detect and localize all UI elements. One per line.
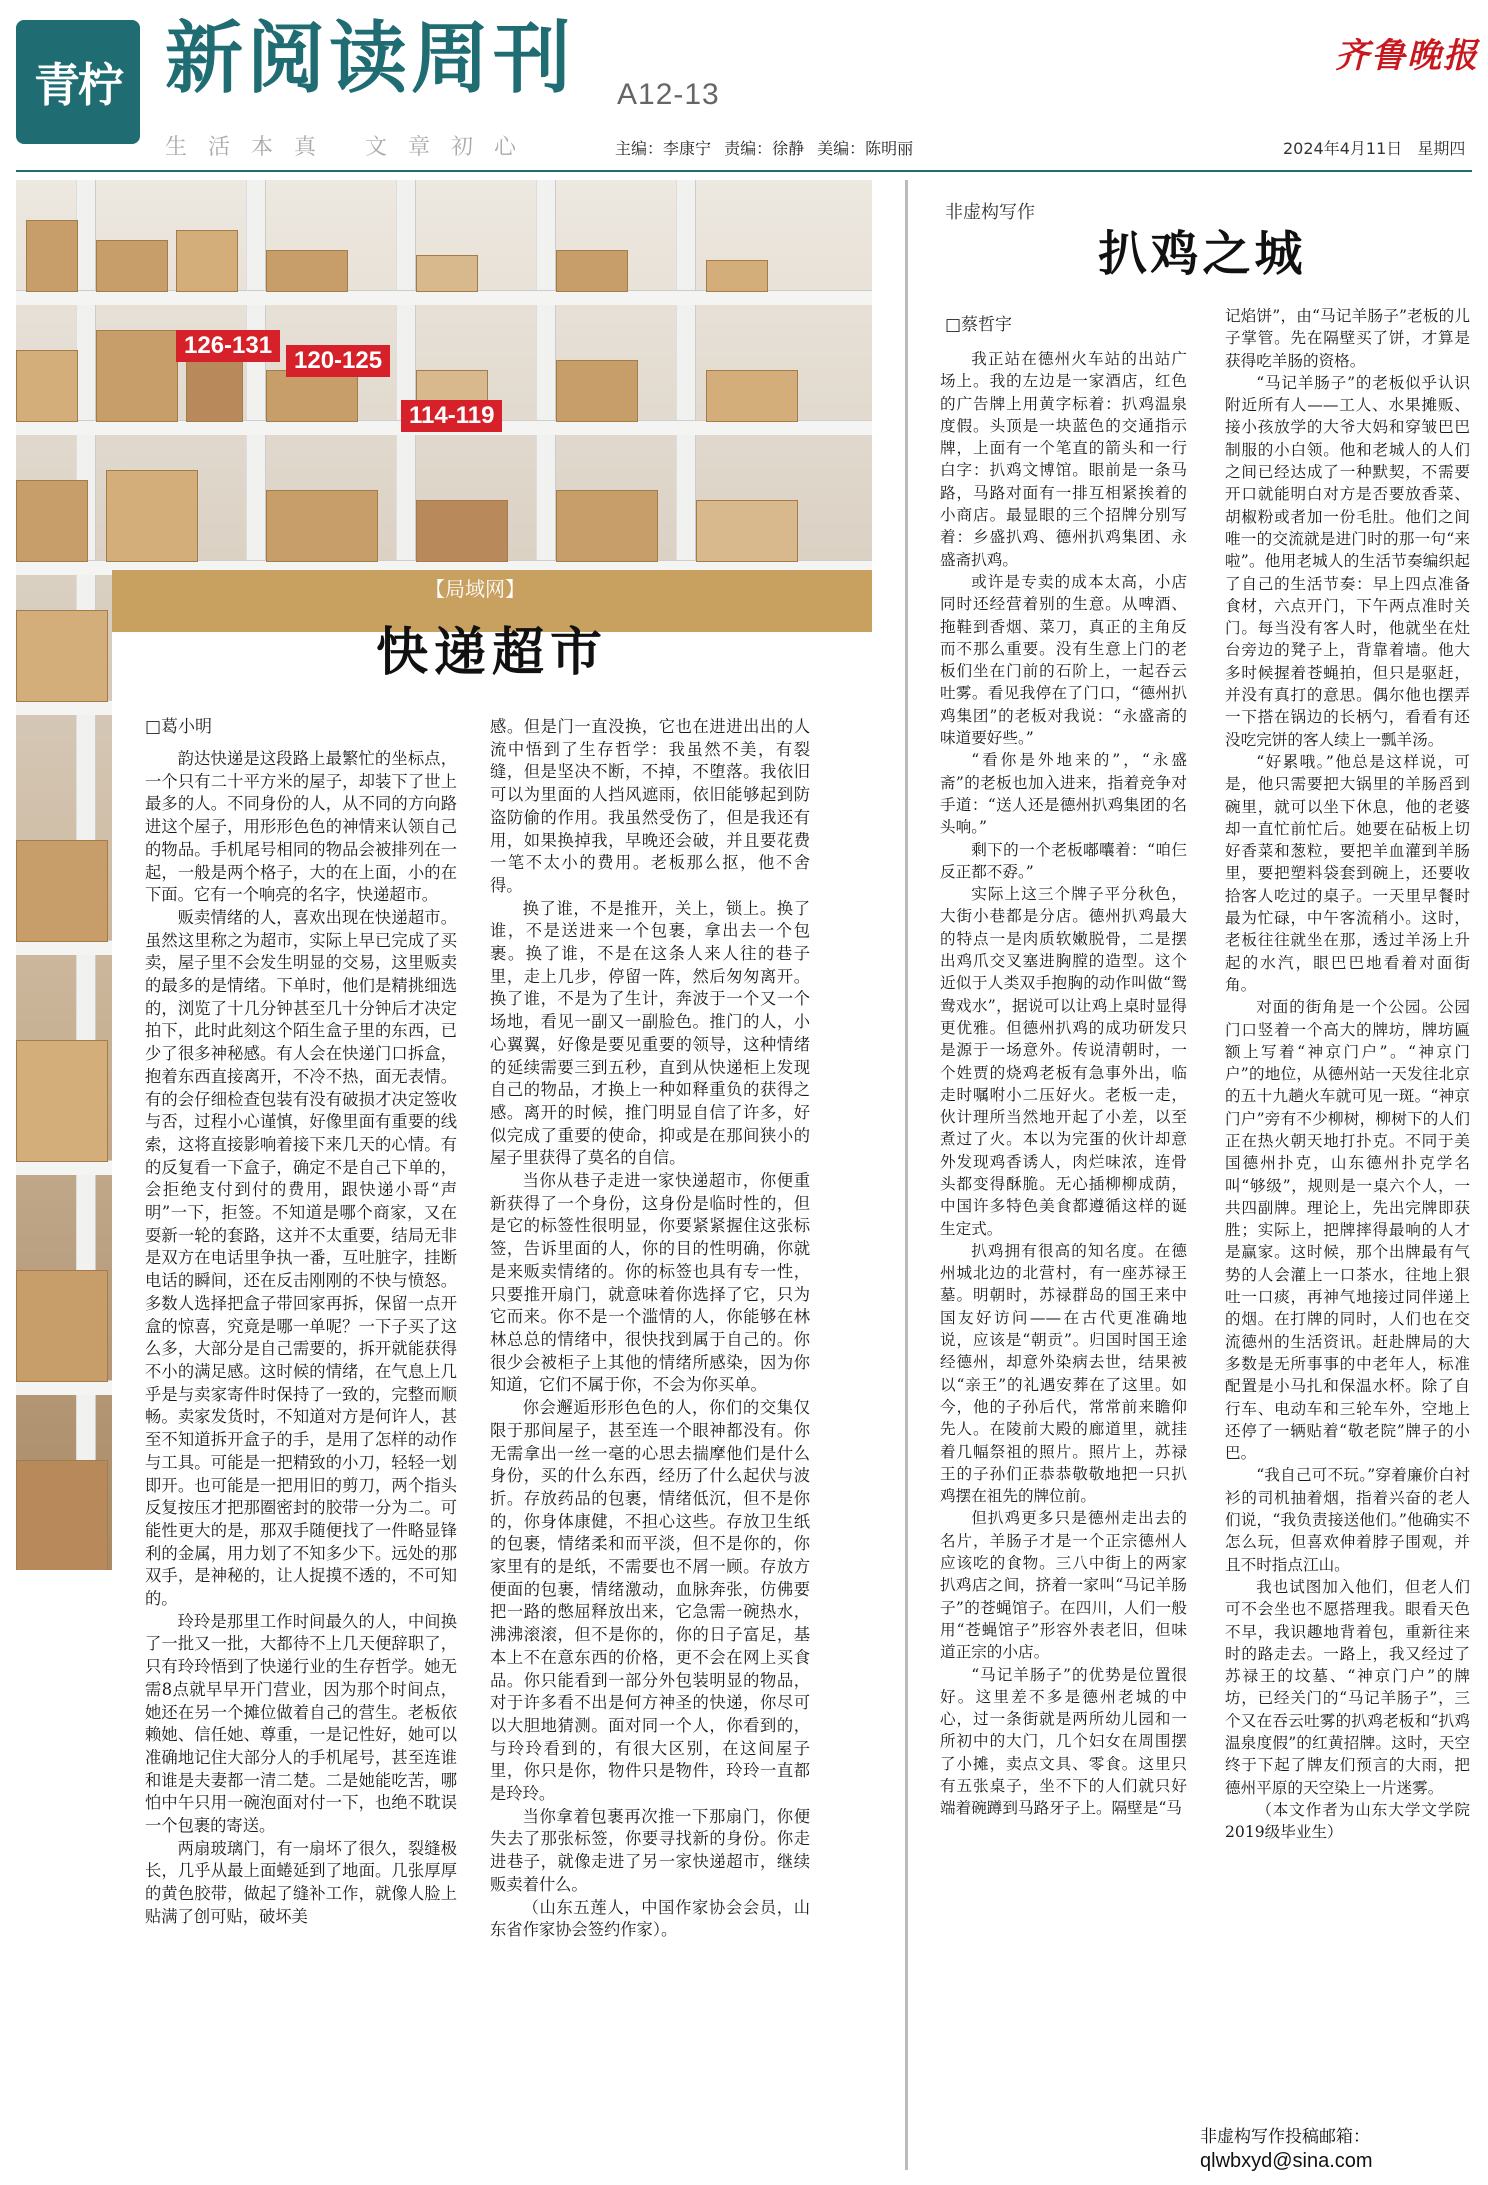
article-title: 扒鸡之城 — [1098, 226, 1307, 282]
paragraph: “马记羊肠子”的优势是位置很好。这里差不多是德州老城的中心，过一条街就是两所幼儿园和一所初中的大门，几个妇女在周围摆了小摊，卖点文具、零食。这里只有五张桌子，坐不下的人们就只好端着碗蹲到马路牙子上。隔壁是“马 — [940, 1665, 1187, 1818]
paragraph: 当你从巷子走进一家快递超市，你便重新获得了一个身份，这身份是临时性的，但是它的标签性很明显，你要紧紧握住这张标签，告诉里面的人，你的目的性明确，你就是来贩卖情绪的。你的标签也具有专一性，只要推开扇门，就意味着你选择了它，只为它而来。你不是一个滥情的人，你能够在林林总总的情绪中，很快找到属于自己的。你很少会被柜子上其他的情绪所感染，因为你知道，它们不属于你，不会为你买单。 — [490, 1171, 810, 1395]
article-title: 快递超市 — [375, 622, 608, 683]
paragraph: 但扒鸡更多只是德州走出去的名片，羊肠子才是一个正宗德州人应该吃的食物。三八中街上的两家扒鸡店之间，挤着一家叫“马记羊肠子”的苍蝇馆子。在四川，人们一般用“苍蝇馆子”形容外表老旧，但味道正宗的小店。 — [940, 1509, 1187, 1662]
paragraph: 你会邂逅形形色色的人，你们的交集仅限于那间屋子，甚至连一个眼神都没有。你无需拿出一丝一毫的心思去揣摩他们是什么身份，买的什么东西，经历了什么起伏与波折。存放药品的包裹，情绪低沉，但不是你的，你身体康健，不担心这些。存放卫生纸的包裹，情绪柔和而平淡，但不是你的，你家里有的是纸，不需要也不屑一顾。存放方便面的包裹，情绪激动，血脉奔张，仿佛要把一路的憋屈释放出来，它急需一碗热水，沸沸滚滚，但不是你的，你的日子富足，基本上不在意东西的价格，更不会在网上买食品。你只能看到一部分外包装明显的物品，对于许多看不出是何方神圣的快递，你尽可以大胆地猜测。面对同一个人，你看到的，与玲玲看到的，有很大区别，在这间屋子里，你只是你，物件只是物件，玲玲一直都是玲玲。 — [490, 1398, 810, 1804]
paragraph: 我也试图加入他们，但老人们可不会坐也不愿搭理我。眼看天色不早，我识趣地背着包，重新往来时的路走去。一路上，我又经过了苏禄王的坟墓、“神京门户”的牌坊，已经关门的“马记羊肠子”，三个又在吞云吐雾的扒鸡老板和“扒鸡温泉度假”的红黄招牌。这时，天空终于下起了牌友们预言的大雨，把德州平原的天空染上一片迷雾。 — [1225, 1577, 1470, 1797]
paragraph: 对面的街角是一个公园。公园门口竖着一个高大的牌坊，牌坊匾额上写着“神京门户”。“神京门户”的地位，从德州站一天发往北京的五十九趟火车就可见一斑。“神京门户”旁有不少柳树，柳树下的人们正在热火朝天地打扑克。不同于美国德州扑克，山东德州扑克学名叫“够级”，规则是一桌六个人，一共四副牌。理论上，先出完牌即获胜；实际上，把牌摔得最响的人才是赢家。这时候，那个出牌最有气势的人会灌上一口茶水，往地上狠吐一口痰，再神气地接过同伴递上的烟。在打牌的同时，人们也在交流德州的生活资讯。赶赴牌局的大多数是无所事事的中老年人，标准配置是小马扎和保温水杯。除了自行车、电动车和三轮车外，空地上还停了一辆贴着“敬老院”牌子的小巴。 — [1225, 998, 1470, 1463]
paragraph: 韵达快递是这段路上最繁忙的坐标点，一个只有二十平方米的屋子，却装下了世上最多的人。不同身份的人，从不同的方向路进这个屋子，用形形色色的神情来认领自己的物品。手机尾号相同的物品会被排列在一起，一般是两个格子，大的在上面，小的在下面。它有一个响亮的名字，快递超市。 — [145, 749, 457, 905]
page-number: A12-13 — [617, 78, 720, 111]
paragraph: 玲玲是那里工作时间最久的人，中间换了一批又一批，大都待不上几天便辞职了，只有玲玲悟到了快递行业的生存哲学。她无需8点就早早开门营业，因为那个时间点，她还在另一个摊位做着自己的营生。老板依赖她、信任她、尊重，一是记性好，她可以准确地记住大部分人的手机尾号，甚至连谁和谁是夫妻都一清二楚。二是她能吃苦，哪怕中午只用一碗泡面对付一下，也绝不耽误一个包裹的寄送。 — [145, 1611, 457, 1836]
slogan: 生活本真 文章初心 — [165, 135, 537, 160]
paragraph: “好累哦。”他总是这样说，可是，他只需要把大锅里的羊肠舀到碗里，就可以坐下休息，他的老婆却一直忙前忙后。她要在砧板上切好香菜和葱粒，要把羊血灌到羊肠里，要把塑料袋套到碗上，还要收拾客人吃过的桌子。一天里早餐时最为忙碌，中午客流稍小。这时，老板往往就坐在那，透过羊汤上升起的水汽，眼巴巴地看着对面街角。 — [1225, 752, 1470, 994]
paragraph: 我正站在德州火车站的出站广场上。我的左边是一家酒店，红色的广告牌上用黄字标着：扒鸡温泉度假。头顶是一块蓝色的交通指示牌，上面有一个笔直的箭头和一行白字：扒鸡文博馆。眼前是一条马路，马路对面有一排互相紧挨着的小商店。最显眼的三个招牌分别写着：乡盛扒鸡、德州扒鸡集团、永盛斋扒鸡。 — [940, 350, 1187, 569]
paragraph: 或许是专卖的成本太高，小店同时还经营着别的生意。从啤酒、拖鞋到香烟、菜刀，真正的主角反而不那么重要。没有生意上门的老板们坐在门前的石阶上，一起吞云吐雾。看见我停在了门口，“德州扒鸡集团”的老板对我说：“永盛斋的味道要好些。” — [940, 572, 1187, 748]
article-column — [1225, 305, 1470, 1843]
paragraph: 换了谁，不是推开，关上，锁上。换了谁，不是送进来一个包裹，拿出去一个包裹。换了谁，不是在这条人来人往的巷子里，走上几步，停留一阵，然后匆匆离开。换了谁，不是为了生计，奔波于一个又一个场地，看见一副又一副脸色。推门的人，小心翼翼，好像是要见重要的领导，这种情绪的延续需要三到五秒，直到从快递柜上发现自己的物品，才换上一种如释重负的获得之感。离开的时候，推门明显自信了许多，好似完成了重要的使命，抑或是在那间狭小的屋子里获得了莫名的自信。 — [490, 898, 810, 1168]
article-author: □蔡哲宇 — [945, 315, 1013, 335]
publication-logo — [16, 20, 140, 144]
editor-credits: 主编：李康宁 责编：徐静 美编：陈明丽 — [615, 139, 914, 158]
column-label: 非虚构写作 — [945, 202, 1035, 223]
paragraph: 当你拿着包裹再次推一下那扇门，你便失去了那张标签，你要寻找新的身份。你走进巷子，就像走进了另一家快递超市，继续贩卖着什么。 — [490, 1806, 810, 1894]
paragraph: “我自己可不玩。”穿着廉价白衬衫的司机抽着烟，指着兴奋的老人们说，“我负责接送他们。”他确实不怎么玩，但喜欢伸着脖子围观，并且不时指点江山。 — [1225, 1466, 1470, 1574]
paragraph: “看你是外地来的”，“永盛斋”的老板也加入进来，指着竞争对手道：“送人还是德州扒鸡集团的名头响。” — [940, 751, 1187, 837]
author-bio: （山东五莲人，中国作家协会会员，山东省作家协会签约作家）。 — [490, 1897, 810, 1940]
paragraph: 记焰饼”，由“马记羊肠子”老板的儿子掌管。先在隔壁买了饼，才算是获得吃羊肠的资格。 — [1225, 307, 1470, 370]
shelf-tag: 120-125 — [286, 345, 390, 377]
article-column — [145, 748, 457, 1929]
author-bio: （本文作者为山东大学文学院2019级毕业生） — [1225, 1800, 1470, 1842]
article-author: □葛小明 — [145, 717, 213, 737]
article-column — [490, 716, 810, 1942]
paragraph: 扒鸡拥有很高的知名度。在德州城北边的北营村，有一座苏禄王墓。明朝时，苏禄群岛的国王来中国友好访问——在古代更准确地说，应该是“朝贡”。归国时国王途经德州，却意外染病去世，结果被以“亲王”的礼遇安葬在了这里。如今，他的子孙后代，常常前来瞻仰先人。在陵前大殿的廊道里，就挂着几幅祭祖的照片。照片上，苏禄王的子孙们正恭恭敬敬地把一只扒鸡摆在祖先的牌位前。 — [940, 1241, 1187, 1506]
header-rule — [16, 170, 1472, 172]
paragraph: 感。但是门一直没换，它也在进进出出的人流中悟到了生存哲学：我虽然不美，有裂缝，但是坚决不断，不掉，不堕落。我依旧可以为里面的人挡风遮雨，依旧能够起到防盗防偷的作用。我虽然受伤了，但是我还有用，如果换掉我，早晚还会破，并且要花费一笔不太小的费用。老板那么抠，他不舍得。 — [490, 717, 810, 895]
article-column — [940, 348, 1187, 1820]
paragraph: 两扇玻璃门，有一扇坏了很久，裂缝极长，几乎从最上面蜷延到了地面。几张厚厚的黄色胶带，做起了缝补工作，就像人脸上贴满了创可贴，破坏美 — [145, 1838, 457, 1926]
paragraph: “马记羊肠子”的老板似乎认识附近所有人——工人、水果摊贩、接小孩放学的大爷大妈和穿皱巴巴制服的小白领。他和老城人的人们之间已经达成了一种默契，不需要开口就能明白对方是否要放香菜、胡椒粉或者加一份毛肚。他们之间唯一的交流就是进门时的那一句“来啦”。他用老城人的生活节奏编织起了自己的生活节奏：早上四点准备食材，六点开门，下午两点准时关门。每当没有客人时，他就坐在灶台旁边的凳子上，背靠着墙。他大多时候握着苍蝇拍，但只是驱赶，并没有真打的意思。偶尔他也摆弄一下搭在锅边的长柄勺，看看有还没吃完饼的客人续上一瓢羊汤。 — [1225, 373, 1470, 749]
submission-label: 非虚构写作投稿邮箱： — [1200, 2127, 1370, 2147]
shelf-tag: 114-119 — [401, 400, 502, 432]
newspaper-name: 齐鲁晚报 — [1335, 36, 1479, 76]
issue-date: 2024年4月11日 星期四 — [1283, 139, 1466, 158]
logo-text: 青柠 — [34, 58, 122, 112]
paragraph: 实际上这三个牌子平分秋色，大街小巷都是分店。德州扒鸡最大的特点一是肉质软嫩脱骨，二是摆出鸡爪交叉塞进胸膛的造型。这个近似于人类双手抱胸的动作叫做“鸳鸯戏水”，据说可以让鸡上桌时显得更优雅。但德州扒鸡的成功研发只是源于一场意外。传说清朝时，一个姓贾的烧鸡老板有急事外出，临走时嘱咐小二压好火。老板一走，伙计理所当然地开起了小差，以至煮过了火。本以为完蛋的伙计却意外发现鸡香诱人，肉烂味浓，连骨头都变得酥脆。无心插柳柳成荫，中国许多特色美食都遵循这样的诞生定式。 — [940, 885, 1187, 1238]
paragraph: 剩下的一个老板嘟囔着：“咱仨反正都不孬。” — [940, 840, 1187, 881]
publication-title: 新阅读周刊 — [165, 13, 576, 104]
paragraph: 贩卖情绪的人，喜欢出现在快递超市。虽然这里称之为超市，实际上早已完成了买卖，屋子里不会发生明显的交易，这里贩卖的最多的是情绪。下单时，他们是精挑细选的，浏览了十几分钟甚至几十分钟后才决定拍下，此时此刻这个陌生盒子里的东西，已少了很多神秘感。有人会在快递门口拆盒，抱着东西直接离开，不冷不热，面无表情。有的会仔细检查包装有没有破损才决定签收与否，过程小心谨慎，好像里面有重要的线索，这将直接影响着接下来几天的心情。有的反复看一下盒子，确定不是自己下单的，会拒绝支付到付的费用，跟快递小哥“声明”一下，拒签。不知道是哪个商家，又在耍新一轮的套路，这并不太重要，结局无非是双方在电话里争执一番，互吐脏字，挂断电话的瞬间，还在反击刚刚的不快与愤怒。多数人选择把盒子带回家再拆，保留一点开盒的惊喜，究竟是哪一单呢？一下子买了这么多，大部分是自己需要的，拆开就能获得不小的满足感。这时候的情绪，在气息上几乎是与卖家寄件时保持了一致的，完整而顺畅。卖家发货时，不知道对方是何许人，甚至不知道拆开盒子的手，是用了怎样的动作与工具。可能是一把精致的小刀，轻轻一划即开。也可能是一把用旧的剪刀，两个指头反复按压才把那圈密封的胶带一分为二。可能性更大的是，那双手随便找了一件略显锋利的金属，用力划了不知多少下。远处的那双手，是神秘的，让人捉摸不透的，不可知的。 — [145, 907, 457, 1609]
submission-email[interactable]: qlwbxyd@sina.com — [1200, 2150, 1373, 2172]
column-divider — [905, 180, 908, 2170]
shelf-tag: 126-131 — [176, 330, 280, 362]
column-label: 【局域网】 — [425, 577, 525, 601]
